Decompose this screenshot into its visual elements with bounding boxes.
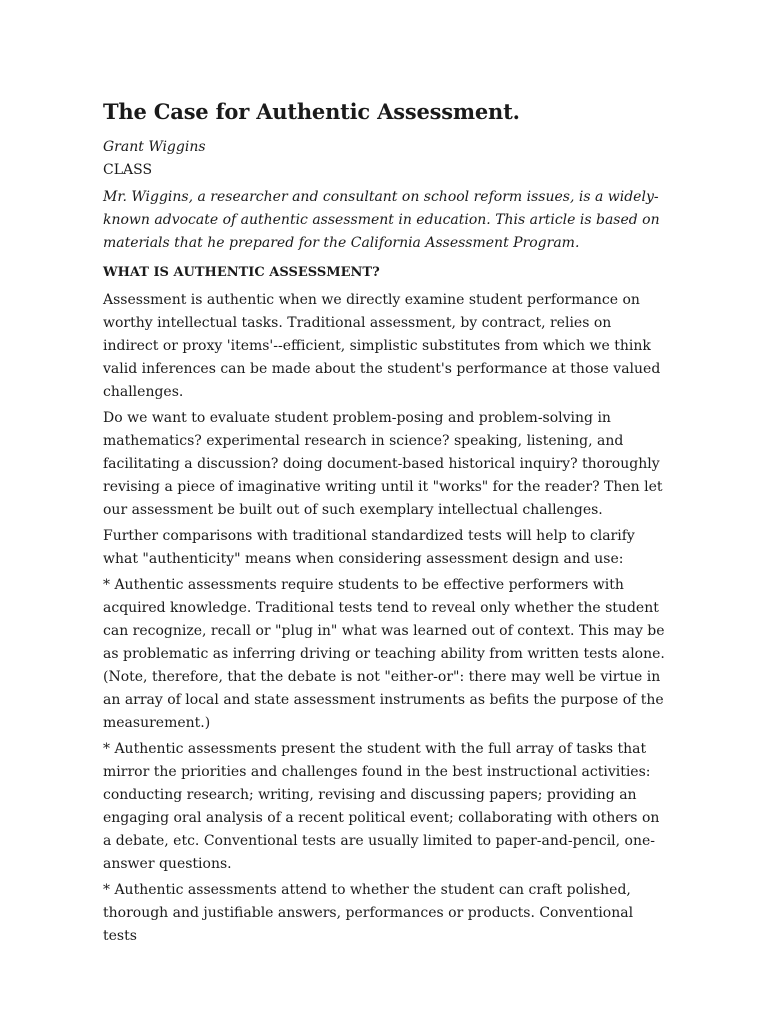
bullet-paragraph: * Authentic assessments attend to whether the student can craft polished, thorough and justifiable answers, performances or products. Conventional tests: [103, 882, 634, 944]
paragraph: Do we want to evaluate student problem-posing and problem-solving in mathematics? experimental research in science? speaking, listening, and facilitating a discussion? doing document-based historical inquiry? thoroughly revising a piece of imaginative writing until it "works" for the reader? Then let our assessment be built out of such exemplary intellectual challenges.: [103, 410, 663, 518]
section-heading: WHAT IS AUTHENTIC ASSESSMENT?: [103, 265, 380, 280]
bullet-paragraph: * Authentic assessments require students to be effective performers with acquired knowledge. Traditional tests tend to reveal only whether the student can recognize, recall or "plug in" what was learned out of context. This may be as problematic as inferring driving or teaching ability from written tests alone. (Note, therefore, that the debate is not "either-or": there may well be virtue in an array of local and state assessment instruments as befits the purpose of the measurement.): [103, 577, 665, 731]
author-organization: CLASS: [103, 162, 153, 178]
document-page: [103, 98, 671, 951]
bullet-paragraph: * Authentic assessments present the student with the full array of tasks that mirror the priorities and challenges found in the best instructional activities: conducting research; writing, revising and discussing papers; providing an engaging oral analysis of a recent political event; collaborating with others on a debate, etc. Conventional tests are usually limited to paper-and-pencil, one-answer questions.: [103, 741, 660, 872]
intro-note: Mr. Wiggins, a researcher and consultant on school reform issues, is a widely-known advocate of authentic assessment in education. This article is based on materials that he prepared for the California Assessment Program.: [103, 189, 660, 251]
paragraph: Assessment is authentic when we directly examine student performance on worthy intellectual tasks. Traditional assessment, by contract, relies on indirect or proxy 'items'--efficient, simplistic substitutes from which we think valid inferences can be made about the student's performance at those valued challenges.: [103, 292, 661, 400]
paragraph: Further comparisons with traditional standardized tests will help to clarify what "authenticity" means when considering assessment design and use:: [103, 528, 635, 567]
document-title: The Case for Authentic Assessment.: [103, 99, 520, 124]
author-name: Grant Wiggins: [103, 139, 206, 155]
